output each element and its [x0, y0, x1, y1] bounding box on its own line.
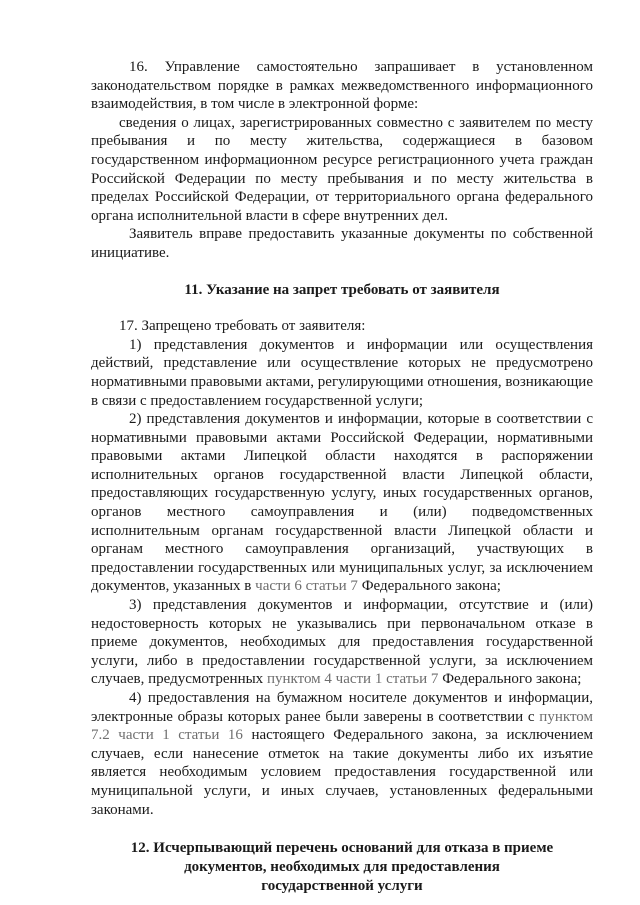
- item-4-text: 4) предоставления на бумажном носителе документов и информации, электронные образы которых ранее были заверены в соответствии с: [91, 690, 593, 725]
- item-4-law-reference[interactable]: пунктом 7.2 части 1 статьи 16: [91, 708, 594, 744]
- paragraph-16-initiative: Заявитель вправе предоставить указанные документы по собственной инициативе.: [91, 226, 593, 261]
- paragraph-17-item-3: [91, 596, 593, 689]
- section-12-heading: [91, 839, 593, 896]
- section-12-heading-line-1: 12. Исчерпывающий перечень оснований для отказа в приеме: [130, 840, 554, 857]
- item-3-text: 3) представления документов и информации, отсутствие и (или) недостоверность которых не указывались при первоначальном отказе в приеме документов, необходимых для предоставления государственной услуги, либо в предоставлении государственной услуги, за исключением случаев, предусмотренных: [91, 597, 593, 688]
- item-3-law-reference[interactable]: пунктом 4 части 1 статьи 7: [266, 671, 439, 688]
- paragraph-16: 16. Управление самостоятельно запрашивает в установленном законодательством порядке в рамках межведомственного информационного взаимодействия, в том числе в электронной форме:: [91, 59, 593, 113]
- item-2-text: 2) представления документов и информации, которые в соответствии с нормативными правовыми актами Российской Федерации, нормативными правовыми актами Липецкой области находятся в распоряжении исполнительных органов государственной власти Липецкой области, предоставляющих государственную услугу, иных государственных органов, органов местного самоуправления и (или) подведомственных исполнительным органам государственной власти Липецкой области и органам местного самоуправления организаций, участвующих в предоставлении государственных или муниципальных услуг, за исключением документов, указанных в: [91, 411, 593, 595]
- section-12-heading-line-2: документов, необходимых для предоставления: [184, 859, 500, 876]
- section-11-heading: 11. Указание на запрет требовать от заявителя: [184, 281, 500, 298]
- item-2-law-reference[interactable]: части 6 статьи 7: [255, 578, 358, 595]
- paragraph-16-info: сведения о лицах, зарегистрированных совместно с заявителем по месту пребывания и по месту жительства, содержащиеся в базовом государственном информационном ресурсе регистрационного учета граждан Российской Федерации по месту пребывания и по месту жительства в пределах Российской Федерации, от территориального органа федерального органа исполнительной власти в сфере внутренних дел.: [91, 114, 593, 224]
- item-3-end: Федерального закона;: [442, 671, 582, 688]
- item-4-end: настоящего Федерального закона, за исключением случаев, если нанесение отметок на такие документы либо их изъятие является необходимым условием предоставления государственной или муниципальной услуги, и иных случаев, установленных федеральными законами.: [91, 727, 594, 818]
- paragraph-17-intro: 17. Запрещено требовать от заявителя:: [119, 318, 366, 335]
- section-12-heading-line-3: государственной услуги: [261, 878, 423, 895]
- paragraph-17-item-2: [91, 410, 593, 596]
- item-2-end: Федерального закона;: [361, 578, 501, 595]
- paragraph-17-item-1: 1) представления документов и информации или осуществления действий, представление или осуществление которых не предусмотрено нормативными правовыми актами, регулирующими отношения, возникающие в связи с предоставлением государственной услуги;: [91, 336, 593, 409]
- paragraph-17-item-4: [91, 689, 593, 819]
